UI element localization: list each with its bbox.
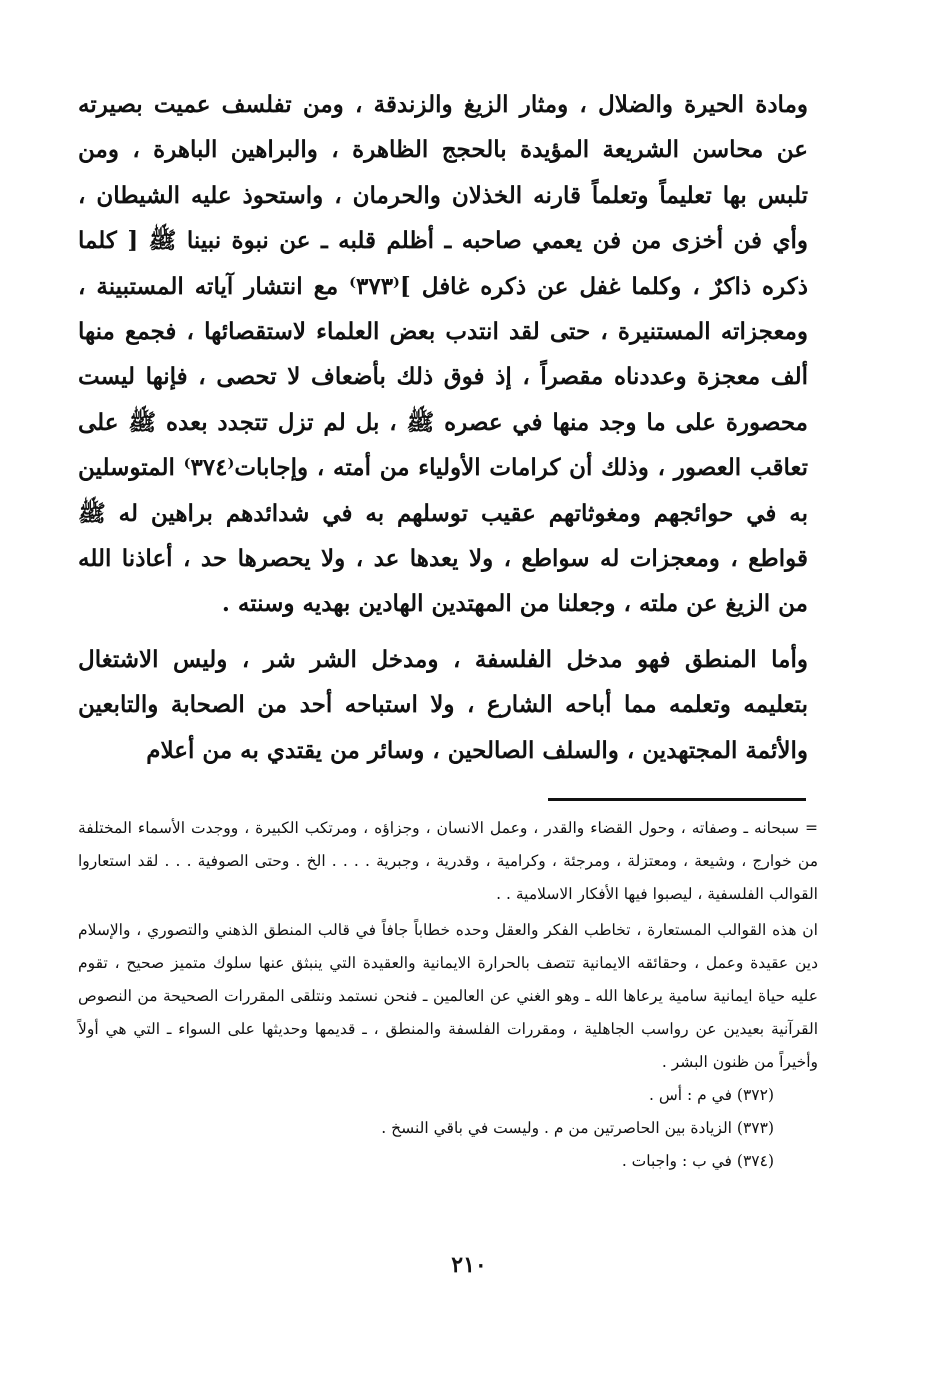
footnote-373: (٣٧٣) الزيادة بين الحاصرتين من م . وليست في باقي النسخ . xyxy=(381,1119,774,1137)
footnote-374: (٣٧٤) في ب : واجبات . xyxy=(621,1152,774,1170)
footnote-separator xyxy=(548,798,806,801)
body-paragraph-2: وأما المنطق فهو مدخل الفلسفة ، ومدخل الشر شر ، وليس الاشتغال بتعليمه وتعلمه مما أباحه الشارع ، ولا استباحه أحد من الصحابة والتابعين والأئمة المجتهدين ، والسلف الصالحين ، وسائر من يقتدي به من أعلام xyxy=(78,645,808,764)
footnote-continuation: = سبحانه ـ وصفاته ، وحول القضاء والقدر ، وعمل الانسان ، وجزاؤه ، ومرتكب الكبيرة ، ووجدت الأسماء المختلفة من خوارج ، وشيعة ، ومعتزلة ، ومرجئة ، وكرامية ، وقدرية ، وجبرية . . . . الخ . وحتى الصوفية . . . لقد استعاروا القوالب الفلسفية ، ليصبوا فيها الأفكار الاسلامية . . xyxy=(78,819,818,903)
body-paragraph-1: ومادة الحيرة والضلال ، ومثار الزيغ والزندقة ، ومن تفلسف عميت بصيرته عن محاسن الشريعة المؤيدة بالحجج الظاهرة ، والبراهين الباهرة ، ومن تلبس بها تعليماً وتعلماً قارنه الخذلان والحرمان ، واستحوذ عليه الشيطان ، وأي فن أخزى من فن يعمي صاحبه ـ أظلم قلبه ـ عن نبوة نبينا ﷺ [ كلما ذكره ذاكرٌ ، وكلما غفل عن ذكره غافل ]⁽٣٧٣⁾ مع انتشار آياته المستبينة ، ومعجزاته المستنيرة ، حتى لقد انتدب بعض العلماء لاستقصائها ، فجمع منها ألف معجزة وعددناه مقصراً ، إذ فوق ذلك بأضعاف لا تحصى ، فإنها ليست محصورة على ما وجد منها في عصره ﷺ ، بل لم تزل تتجدد بعده ﷺ على تعاقب العصور ، وذلك أن كرامات الأولياء من أمته ، وإجابات⁽٣٧٤⁾ المتوسلين به في حوائجهم ومغوثاتهم عقيب توسلهم به في شدائدهم براهين له ﷺ قواطع ، ومعجزات له سواطع ، ولا يعدها عد ، ولا يحصرها حد ، أعاذنا الله من الزيغ عن ملته ، وجعلنا من المهتدين الهادين بهديه وسنته . xyxy=(78,91,808,618)
footnotes xyxy=(78,812,818,1178)
footnote-372: (٣٧٢) في م : أس . xyxy=(648,1086,774,1104)
footnote-continuation-2: ان هذه القوالب المستعارة ، تخاطب الفكر والعقل وحده خطاباً جافاً في قالب المنطق الذهني والتصوري ، والإسلام دين عقيدة وعمل ، وحقائقه الايمانية تتصف بالحرارة الايمانية والعقيدة التي ينبثق عنها سلوك متميز صحيح ، تقوم عليه حياة ايمانية سامية يرعاها الله ـ وهو الغني عن العالمين ـ فنحن نستمد ونتلقى المقررات الصحيحة من النصوص القرآنية بعيدين عن رواسب الجاهلية ، ومقررات الفلسفة والمنطق ، ـ قديمها وحديثها على السواء ـ التي هي أولاً وأخيراً من ظنون البشر . xyxy=(78,921,818,1071)
page-number: ٢١٠ xyxy=(451,1252,487,1278)
main-text xyxy=(78,82,808,773)
